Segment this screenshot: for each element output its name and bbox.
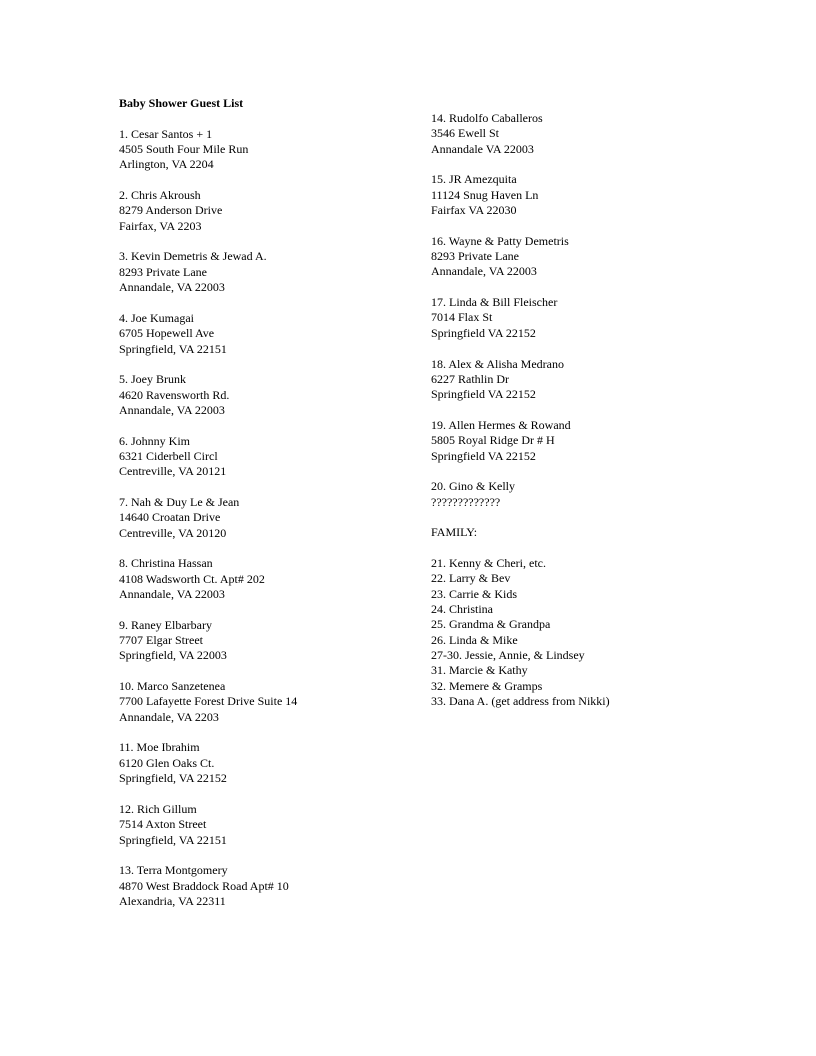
family-item: 32. Memere & Gramps xyxy=(431,678,543,693)
guest-street: 4620 Ravensworth Rd. xyxy=(119,387,230,402)
guest-city: Annandale, VA 22003 xyxy=(119,587,225,601)
family-item: 21. Kenny & Cheri, etc. xyxy=(431,555,546,570)
guest-name: 16. Wayne & Patty Demetris xyxy=(431,233,569,248)
guest-city: Springfield VA 22152 xyxy=(431,387,536,402)
family-item: 25. Grandma & Grandpa xyxy=(431,617,551,632)
guest-name: 15. JR Amezquita xyxy=(431,172,517,187)
guest-city: Centreville, VA 20120 xyxy=(119,525,227,540)
document-title: Baby Shower Guest List xyxy=(119,96,244,110)
guest-entry xyxy=(119,311,409,357)
family-item: 31. Marcie & Kathy xyxy=(431,663,528,678)
guest-street: 14640 Croatan Drive xyxy=(119,510,221,525)
guest-city: Springfield, VA 22151 xyxy=(119,341,227,356)
guest-entry xyxy=(431,357,751,403)
family-item: 26. Linda & Mike xyxy=(431,632,518,647)
family-list xyxy=(431,556,751,709)
guest-name: 17. Linda & Bill Fleischer xyxy=(431,295,558,310)
guest-street: 8279 Anderson Drive xyxy=(119,203,223,218)
guest-entry xyxy=(119,740,409,786)
guest-city: Springfield, VA 22152 xyxy=(119,771,227,786)
guest-city: Springfield, VA 22151 xyxy=(119,832,227,847)
guest-name: 8. Christina Hassan xyxy=(119,556,213,571)
guest-city: Annandale VA 22003 xyxy=(431,141,534,156)
guest-entry xyxy=(431,234,751,280)
guest-entry xyxy=(431,111,751,157)
guest-name: 19. Allen Hermes & Rowand xyxy=(431,417,571,432)
guest-street: ????????????? xyxy=(431,494,501,509)
guest-name: 6. Johnny Kim xyxy=(119,433,191,448)
guest-street: 6321 Ciderbell Circl xyxy=(119,448,218,463)
guest-entry xyxy=(119,679,409,725)
guest-city: Annandale, VA 22003 xyxy=(431,264,537,279)
guest-name: 7. Nah & Duy Le & Jean xyxy=(119,494,240,509)
guest-street: 4870 West Braddock Road Apt# 10 xyxy=(119,878,289,893)
family-item: 27-30. Jessie, Annie, & Lindsey xyxy=(431,648,585,663)
guest-street: 7514 Axton Street xyxy=(119,817,207,832)
guest-entry xyxy=(119,127,409,173)
guest-street: 7700 Lafayette Forest Drive Suite 14 xyxy=(119,694,298,709)
guest-name: 18. Alex & Alisha Medrano xyxy=(431,356,564,371)
guest-name: 13. Terra Montgomery xyxy=(119,863,228,878)
family-item: 24. Christina xyxy=(431,602,493,616)
guest-street: 4505 South Four Mile Run xyxy=(119,142,249,157)
guest-street: 3546 Ewell St xyxy=(431,126,499,141)
guest-city: Annandale, VA 22003 xyxy=(119,280,225,295)
guest-entry xyxy=(119,863,409,909)
guest-street: 7707 Elgar Street xyxy=(119,633,203,648)
guest-entry xyxy=(119,618,409,664)
guest-name: 10. Marco Sanzetenea xyxy=(119,679,226,694)
guest-street: 4108 Wadsworth Ct. Apt# 202 xyxy=(119,571,265,586)
guest-city: Arlington, VA 2204 xyxy=(119,157,214,172)
guest-name: 14. Rudolfo Caballeros xyxy=(431,111,543,125)
guest-street: 6227 Rathlin Dr xyxy=(431,371,509,386)
family-item: 22. Larry & Bev xyxy=(431,571,511,586)
family-item: 33. Dana A. (get address from Nikki) xyxy=(431,694,610,709)
guest-city: Annandale, VA 22003 xyxy=(119,402,225,417)
guest-entry xyxy=(119,802,409,848)
family-heading: FAMILY: xyxy=(431,525,478,540)
guest-street: 8293 Private Lane xyxy=(431,249,519,264)
guest-city: Springfield, VA 22003 xyxy=(119,648,227,663)
guest-name: 5. Joey Brunk xyxy=(119,372,186,387)
guest-entry xyxy=(119,188,409,234)
guest-name: 3. Kevin Demetris & Jewad A. xyxy=(119,249,267,264)
guest-city: Alexandria, VA 22311 xyxy=(119,893,226,908)
guest-entry xyxy=(119,495,409,541)
guest-street: 11124 Snug Haven Ln xyxy=(431,187,539,202)
guest-name: 11. Moe Ibrahim xyxy=(119,740,200,755)
guest-entry xyxy=(431,479,751,510)
guest-street: 6705 Hopewell Ave xyxy=(119,326,215,341)
guest-entry xyxy=(431,172,751,218)
guest-street: 7014 Flax St xyxy=(431,310,493,325)
guest-name: 2. Chris Akroush xyxy=(119,188,201,203)
guest-name: 1. Cesar Santos + 1 xyxy=(119,126,213,141)
guest-street: 8293 Private Lane xyxy=(119,264,207,279)
guest-entry xyxy=(431,295,751,341)
guest-entry xyxy=(119,372,409,418)
guest-city: Fairfax, VA 2203 xyxy=(119,218,202,233)
guest-street: 6120 Glen Oaks Ct. xyxy=(119,755,215,770)
guest-entry xyxy=(119,249,409,295)
guest-entry xyxy=(119,556,409,602)
guest-city: Centreville, VA 20121 xyxy=(119,464,227,479)
guest-city: Springfield VA 22152 xyxy=(431,325,536,340)
guest-name: 9. Raney Elbarbary xyxy=(119,617,212,632)
guest-entry xyxy=(119,434,409,480)
guest-city: Fairfax VA 22030 xyxy=(431,203,517,218)
guest-entry xyxy=(431,418,751,464)
guest-name: 20. Gino & Kelly xyxy=(431,479,515,494)
guest-name: 12. Rich Gillum xyxy=(119,801,197,816)
guest-city: Annandale, VA 2203 xyxy=(119,709,219,724)
family-item: 23. Carrie & Kids xyxy=(431,586,517,601)
right-column xyxy=(431,111,751,709)
left-column xyxy=(119,96,409,925)
guest-street: 5805 Royal Ridge Dr # H xyxy=(431,433,555,448)
guest-city: Springfield VA 22152 xyxy=(431,448,536,463)
guest-name: 4. Joe Kumagai xyxy=(119,310,194,325)
